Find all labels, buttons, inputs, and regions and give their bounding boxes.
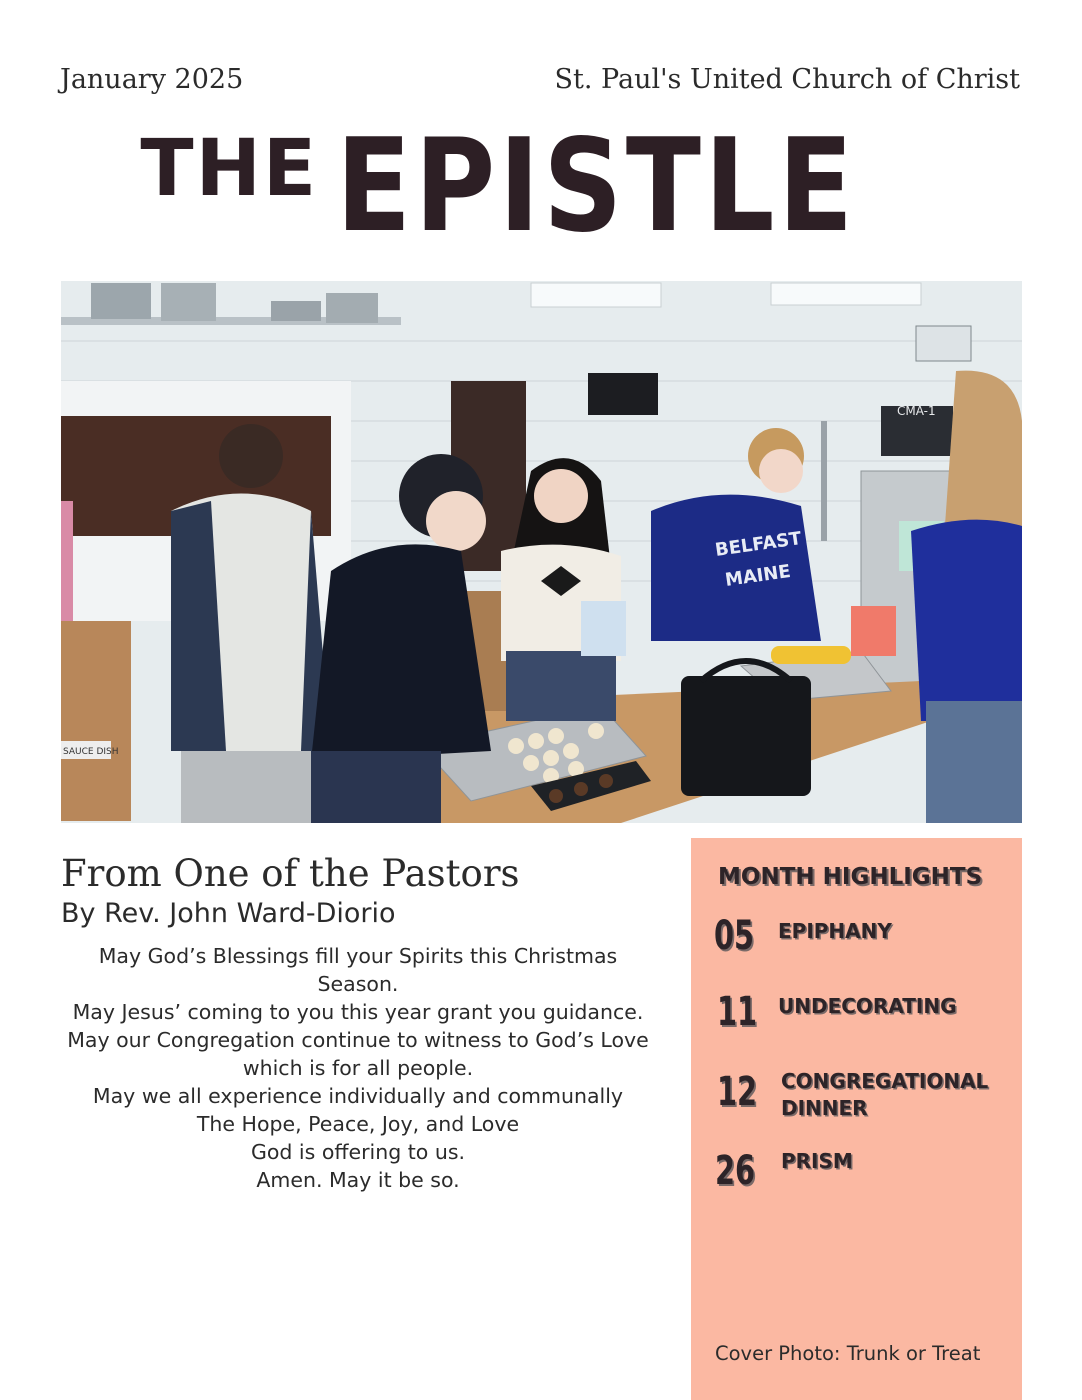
photo-box-label: SAUCE DISH [63, 747, 119, 757]
cover-photo-caption: Cover Photo: Trunk or Treat [715, 1342, 981, 1365]
article-line: May we all experience individually and communally [92, 1084, 624, 1108]
masthead-epistle: EPISTLE [336, 112, 857, 261]
article-line: The Hope, Peace, Joy, and Love [196, 1112, 520, 1136]
highlight-label: PRISM [781, 1149, 853, 1173]
highlight-day: 05 [714, 913, 755, 959]
newsletter-masthead [0, 112, 1082, 268]
article-line: Amen. May it be so. [256, 1168, 460, 1192]
article-body [62, 942, 654, 1194]
cover-photo-illustration [61, 281, 1022, 823]
highlight-label: CONGREGATIONAL DINNER [781, 1069, 989, 1120]
masthead-the: THE [140, 124, 319, 214]
highlight-day: 12 [717, 1069, 758, 1115]
highlight-day: 26 [715, 1148, 756, 1194]
article-line: God is offering to us. [250, 1140, 466, 1164]
article-line: May our Congregation continue to witness to God’s Love which is for all people. [67, 1028, 649, 1080]
month-highlights-panel [691, 838, 1022, 1400]
article-byline: By Rev. John Ward-Diorio [61, 898, 396, 929]
highlight-day: 11 [717, 989, 758, 1035]
photo-sign-text: CMA-1 [897, 404, 936, 418]
highlights-title: MONTH HIGHLIGHTS [718, 864, 983, 890]
photo-sweatshirt-line1: BELFAST [713, 528, 803, 561]
highlight-label: UNDECORATING [778, 994, 957, 1018]
article-line: May Jesus’ coming to you this year grant you guidance. [72, 1000, 644, 1024]
article-line: May God’s Blessings fill your Spirits this Christmas Season. [98, 944, 618, 996]
church-name: St. Paul's United Church of Christ [554, 64, 1020, 95]
cover-photo [61, 281, 1022, 823]
issue-date: January 2025 [60, 64, 244, 95]
article-title: From One of the Pastors [61, 852, 520, 895]
photo-sweatshirt-line2: MAINE [723, 560, 792, 591]
highlight-label: EPIPHANY [778, 919, 892, 943]
